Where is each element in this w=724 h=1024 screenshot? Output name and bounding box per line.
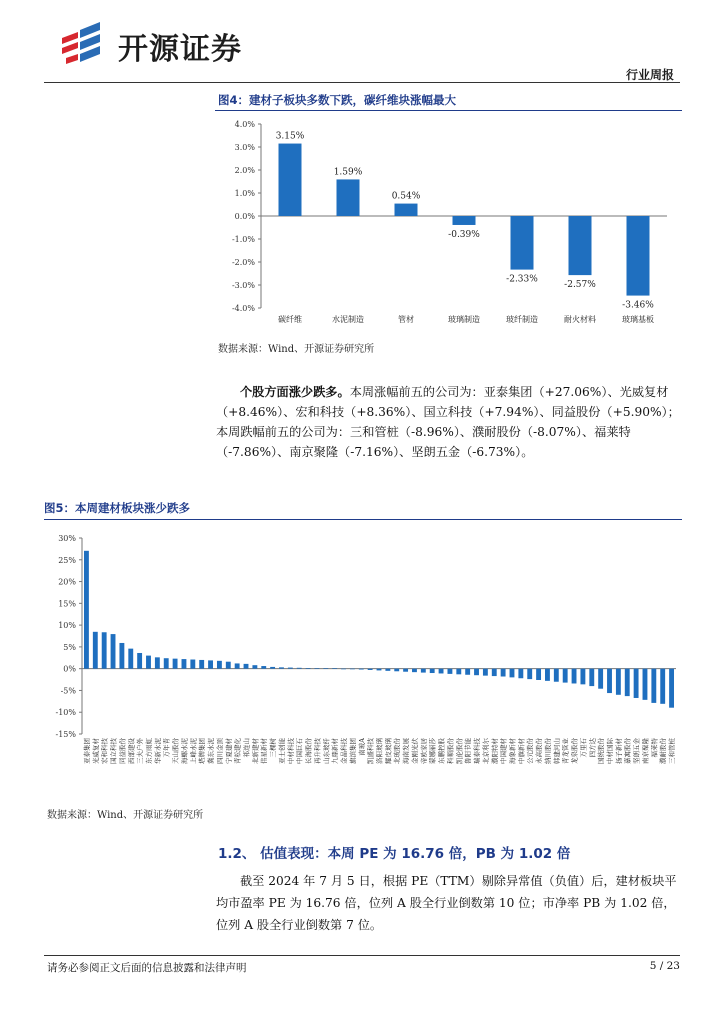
bar [173, 659, 178, 669]
x-tick-label: 耀皮玻璃 [384, 738, 393, 764]
bar [572, 669, 577, 684]
x-tick-label: 祁连山 [242, 738, 251, 758]
x-tick-label: 金刚光伏 [410, 738, 419, 764]
x-tick-label: 韩建河山 [552, 738, 561, 764]
x-tick-label: 中国建材 [499, 738, 508, 764]
y-tick-label: 3.0% [234, 143, 255, 152]
bar [323, 668, 328, 669]
x-tick-label: 帝欧家居 [419, 738, 428, 764]
bar [137, 653, 142, 669]
x-tick-label: 扬子新材 [614, 738, 623, 764]
x-tick-label: 天山股份 [171, 738, 180, 764]
x-tick-label: 管材 [398, 315, 414, 324]
data-label: 0.54% [391, 191, 421, 202]
bar [164, 658, 169, 668]
x-tick-label: 耐火材料 [564, 315, 596, 324]
x-tick-label: 东鹏控股 [437, 738, 446, 764]
footer-disclaimer: 请务必参阅正文后面的信息披露和法律声明 [47, 962, 247, 974]
bar [439, 669, 444, 674]
bar [244, 664, 249, 669]
x-tick-label: 北新建材 [251, 738, 260, 764]
x-tick-label: 塔牌集团 [198, 738, 207, 764]
x-tick-label: 伟星新材 [260, 738, 269, 764]
logo-mark-icon [56, 22, 108, 68]
y-tick-label: 1.0% [234, 189, 255, 198]
y-tick-label: 25% [58, 555, 76, 565]
x-tick-label: 中材科技 [286, 738, 295, 764]
x-tick-label: 华新水泥 [153, 738, 162, 764]
x-tick-label: 旗滨集团 [348, 738, 357, 764]
bar [569, 216, 592, 275]
x-tick-label: 万年青 [162, 738, 171, 758]
x-tick-label: 九鼎新材 [331, 738, 340, 764]
bar [607, 669, 612, 693]
bar [412, 669, 417, 672]
bar [350, 669, 355, 670]
bar [511, 216, 534, 270]
figure5-source: 数据来源：Wind、开源证券研究所 [47, 810, 204, 821]
y-tick-label: 15% [58, 599, 76, 609]
bar [589, 669, 594, 686]
bar [359, 669, 364, 670]
bar [84, 551, 89, 669]
x-tick-label: 鲁阳节能 [464, 738, 473, 764]
report-type: 行业周报 [625, 68, 674, 82]
figure4-top-rule [215, 110, 682, 111]
bar [403, 669, 408, 672]
x-tick-label: 瑞泰科技 [473, 738, 482, 764]
bar [315, 668, 320, 669]
x-tick-label: 濮阳特材 [490, 738, 499, 764]
x-tick-label: 公元股份 [526, 738, 535, 764]
x-tick-label: 三和管桩 [668, 738, 677, 764]
bar [669, 669, 674, 708]
bar [527, 669, 532, 679]
x-tick-label: 福莱特 [650, 738, 659, 758]
bar [235, 663, 240, 668]
bar [208, 660, 213, 668]
x-tick-label: 坚朗五金 [632, 738, 641, 764]
bar [270, 667, 275, 669]
paragraph-stocks [216, 382, 686, 462]
bar [554, 669, 559, 682]
bar [651, 669, 656, 703]
x-tick-label: 光威复材 [91, 738, 100, 764]
bar [536, 669, 541, 680]
x-tick-label: 冀东水泥 [207, 738, 216, 764]
bar [297, 668, 302, 669]
x-tick-label: 科顺股份 [446, 738, 455, 764]
y-tick-label: -2.0% [231, 258, 255, 267]
bar [492, 669, 497, 676]
x-tick-label: 洛阳玻璃 [375, 738, 384, 764]
bar [430, 669, 435, 673]
x-tick-label: 四方达 [588, 738, 597, 758]
bar [453, 216, 476, 225]
header-rule [44, 82, 680, 83]
bar [261, 666, 266, 669]
bar [616, 669, 621, 695]
x-tick-label: 宏和科技 [100, 738, 109, 764]
bar [395, 204, 418, 216]
section-text: 截至 2024 年 7 月 5 日，根据 PE（TTM）剔除异常值（负值）后，建材板块平均市盈率 PE 为 16.76 倍，位列 A 股全行业倒数第 10 位；市净率 PB 为 1.02 倍，位列 A 股全行业倒数第 7 位。 [216, 874, 677, 932]
bar [643, 669, 648, 700]
x-tick-label: 海象新材 [508, 738, 517, 764]
x-tick-label: 蒙娜丽莎 [428, 738, 437, 764]
x-tick-label: 南京聚隆 [641, 738, 650, 764]
x-tick-label: 濮耐股份 [659, 738, 668, 764]
x-tick-label: 纳川股份 [543, 738, 552, 764]
bar [155, 657, 160, 668]
bar [279, 667, 284, 668]
paragraph-body: 本周涨幅前五的公司为：亚泰集团（+27.06%）、光威复材（+8.46%）、宏和科技（+8.36%）、国立科技（+7.94%）、同益股份（+5.90%）；本周跌幅前五的公司为：三和管桩（-8.96%）、濮耐股份（-8.07%）、福莱特（-7.86%）、南京聚隆（-7.16%）、坚朗五金（-6.73%）。 [216, 385, 680, 459]
bar [199, 660, 204, 669]
bar [288, 668, 293, 669]
y-tick-label: -15% [55, 730, 76, 739]
y-tick-label: 5% [63, 642, 76, 652]
x-tick-label: 青龙管业 [561, 738, 570, 764]
y-tick-label: 0% [63, 664, 76, 674]
y-tick-label: -10% [55, 708, 76, 718]
bar [510, 669, 515, 678]
bar [598, 669, 603, 689]
paragraph-lead: 个股方面涨少跌多。 [240, 385, 350, 399]
y-tick-label: -1.0% [231, 235, 255, 244]
figure4-title: 图4：建材子板块多数下跌，碳纤维块涨幅最大 [218, 93, 456, 107]
x-tick-label: 亚士创能 [277, 738, 286, 764]
x-tick-label: 凯伦股份 [455, 738, 464, 764]
y-tick-label: 20% [58, 577, 76, 587]
bar [128, 649, 133, 669]
bar [377, 669, 382, 671]
x-tick-label: 亚泰集团 [82, 738, 91, 764]
x-tick-label: 北京利尔 [481, 738, 490, 764]
bar [634, 669, 639, 698]
bar [182, 659, 187, 669]
x-tick-label: 宁夏建材 [224, 738, 233, 764]
bar [306, 668, 311, 669]
bar [660, 669, 665, 704]
x-tick-label: 北玻股份 [393, 738, 402, 764]
bar [394, 669, 399, 672]
y-tick-label: -5% [60, 686, 76, 696]
bar [580, 669, 585, 685]
x-tick-label: 西部建设 [127, 738, 136, 764]
data-label: -3.46% [622, 300, 654, 311]
logo [56, 22, 286, 68]
footer-rule [44, 955, 680, 956]
bar [102, 632, 107, 668]
x-tick-label: 海螺水泥 [180, 738, 189, 764]
bar [563, 669, 568, 683]
figure4-chart [215, 112, 682, 334]
bar [226, 662, 231, 669]
figure5-title: 图5：本周建材板块涨少跌多 [44, 501, 191, 515]
bar [421, 669, 426, 673]
y-tick-label: -3.0% [231, 281, 255, 290]
x-tick-label: 国立科技 [109, 738, 118, 764]
x-tick-label: 水泥制造 [332, 315, 364, 324]
x-tick-label: 龙泉股份 [570, 738, 579, 764]
x-tick-label: 上峰水泥 [189, 738, 198, 764]
bar [217, 661, 222, 669]
bar [190, 660, 195, 669]
data-label: 3.15% [275, 131, 305, 142]
x-tick-label: 金晶科技 [340, 738, 349, 764]
x-tick-label: 永高股份 [535, 738, 544, 764]
x-tick-label: 玻璃基板 [622, 315, 654, 324]
x-tick-label: 国统股份 [597, 738, 606, 764]
bar [279, 144, 302, 216]
bar [518, 669, 523, 679]
x-tick-label: 四川金顶 [215, 738, 224, 764]
bar [447, 669, 452, 674]
bar [545, 669, 550, 681]
x-tick-label: 万里石 [579, 738, 588, 758]
data-label: -2.57% [564, 280, 596, 291]
section-title: 1.2、 估值表现：本周 PE 为 16.76 倍，PB 为 1.02 倍 [218, 846, 571, 862]
bar [501, 669, 506, 677]
x-tick-label: 同益股份 [118, 738, 127, 764]
bar [252, 665, 257, 668]
x-tick-label: 再升科技 [313, 738, 322, 764]
y-tick-label: 10% [58, 621, 76, 631]
bar [627, 216, 650, 296]
y-tick-label: 0.0% [234, 212, 255, 221]
bar [456, 669, 461, 675]
bar [337, 179, 360, 216]
x-tick-label: 南玻A [357, 738, 366, 756]
bar [625, 669, 630, 696]
figure4-source: 数据来源：Wind、开源证券研究所 [218, 344, 375, 355]
y-tick-label: 4.0% [234, 120, 255, 129]
company-name: 开源证券 [118, 32, 242, 67]
x-tick-label: 海南发展 [402, 738, 411, 764]
x-tick-label: 中旗新材 [517, 738, 526, 764]
bar [111, 634, 116, 669]
x-tick-label: 三夫户外 [136, 738, 145, 764]
y-tick-label: 2.0% [234, 166, 255, 175]
data-label: -0.39% [448, 229, 480, 240]
bar [146, 656, 151, 669]
data-label: 1.59% [333, 167, 363, 178]
bar [332, 668, 337, 669]
bar [119, 643, 124, 669]
x-tick-label: 三棵树 [269, 738, 278, 758]
x-tick-label: 碳纤维 [278, 315, 302, 324]
x-tick-label: 玻璃制造 [448, 315, 480, 324]
x-tick-label: 凯盛科技 [366, 738, 375, 764]
bar [483, 669, 488, 676]
x-tick-label: 玻纤制造 [506, 315, 538, 324]
bar [93, 632, 98, 669]
bar [385, 669, 390, 671]
bar [368, 669, 373, 670]
page-number: 5 / 23 [649, 960, 680, 972]
x-tick-label: 青松建化 [233, 738, 242, 764]
y-tick-label: 30% [58, 534, 76, 543]
figure5-chart [44, 524, 682, 792]
x-tick-label: 中材国际 [606, 738, 615, 764]
data-label: -2.33% [506, 274, 538, 285]
x-tick-label: 中国巨石 [295, 738, 304, 764]
figure5-top-rule [44, 519, 682, 520]
x-tick-label: 山东玻纤 [322, 738, 331, 764]
x-tick-label: 长海股份 [304, 738, 313, 764]
bar [341, 669, 346, 670]
bar [474, 669, 479, 676]
bar [465, 669, 470, 675]
y-tick-label: -4.0% [231, 304, 255, 313]
x-tick-label: 嘉寓股份 [623, 738, 632, 764]
x-tick-label: 东方雨虹 [144, 738, 153, 764]
